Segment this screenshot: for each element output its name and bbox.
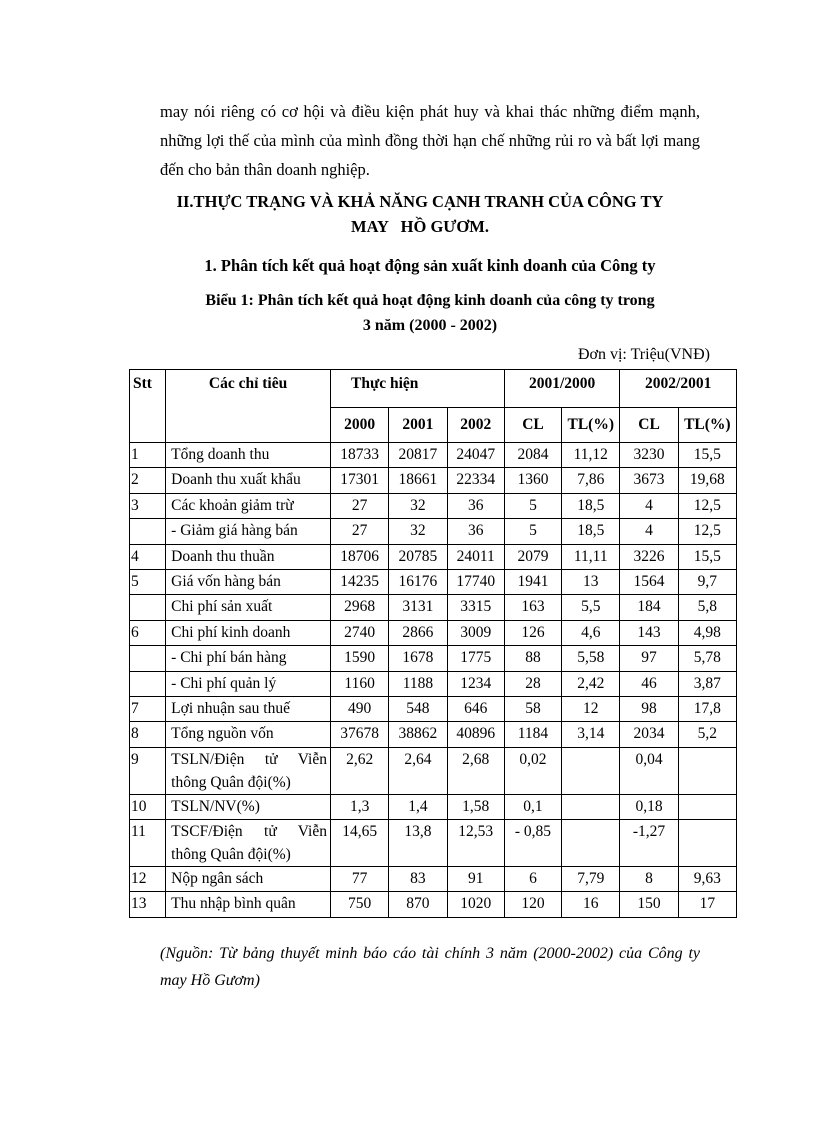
- row-value-tl2: 9,63: [678, 867, 736, 892]
- row-value-cl1: 0,1: [504, 794, 561, 819]
- row-value-tl1: 5,58: [562, 646, 620, 671]
- row-indicator: - Chi phí quản lý: [166, 671, 331, 696]
- row-value-tl1: 18,5: [562, 493, 620, 518]
- row-value-y2000: 14235: [330, 569, 388, 594]
- row-value-cl1: 5: [504, 493, 561, 518]
- header-cmp-2002-2001: 2002/2001: [620, 370, 737, 408]
- row-value-y2000: 17301: [330, 468, 388, 493]
- row-value-y2001: 32: [389, 493, 447, 518]
- row-indicator: Nộp ngân sách: [166, 867, 331, 892]
- row-value-y2002: 1020: [447, 892, 504, 917]
- table-row: [130, 892, 737, 917]
- row-value-y2001: 20817: [389, 443, 447, 468]
- row-value-cl2: 46: [620, 671, 678, 696]
- row-value-tl1: 13: [562, 569, 620, 594]
- row-value-y2000: 2,62: [330, 747, 388, 794]
- results-table: [129, 369, 737, 918]
- row-value-cl2: 98: [620, 696, 678, 721]
- row-indicator: Tổng doanh thu: [166, 443, 331, 468]
- unit-note: Đơn vị: Triệu(VNĐ): [577, 346, 710, 363]
- row-value-cl2: 3673: [620, 468, 678, 493]
- row-indicator: Lợi nhuận sau thuế: [166, 696, 331, 721]
- row-value-tl2: 15,5: [678, 544, 736, 569]
- intro-paragraph: may nói riêng có cơ hội và điều kiện phát huy và khai thác những điểm mạnh, những lợi thế của mình của mình đồng thời hạn chế những rủi ro và bất lợi mang đến cho bản thân doanh nghiệp.: [160, 102, 700, 179]
- row-value-y2001: 2866: [389, 620, 447, 645]
- row-indicator: Các khoản giảm trừ: [166, 493, 331, 518]
- row-value-tl2: 15,5: [678, 443, 736, 468]
- row-stt: [130, 671, 166, 696]
- row-value-cl1: 2079: [504, 544, 561, 569]
- row-value-y2000: 1160: [330, 671, 388, 696]
- row-value-tl1: [562, 794, 620, 819]
- row-indicator: TSLN/NV(%): [166, 794, 331, 819]
- row-indicator: Tổng nguồn vốn: [166, 722, 331, 747]
- subsection-heading: 1. Phân tích kết quả hoạt động sản xuất kinh doanh của Công ty: [204, 256, 656, 275]
- row-value-y2001: 38862: [389, 722, 447, 747]
- row-value-y2000: 77: [330, 867, 388, 892]
- row-stt: 6: [130, 620, 166, 645]
- header-tl-2: TL(%): [678, 408, 736, 443]
- table-row: [130, 468, 737, 493]
- row-value-tl1: 18,5: [562, 519, 620, 544]
- row-value-cl1: 28: [504, 671, 561, 696]
- row-value-cl2: 2034: [620, 722, 678, 747]
- header-year-2002: 2002: [447, 408, 504, 443]
- row-value-y2002: 40896: [447, 722, 504, 747]
- table-row: [130, 722, 737, 747]
- row-indicator: Doanh thu xuất khẩu: [166, 468, 331, 493]
- row-indicator: Doanh thu thuần: [166, 544, 331, 569]
- row-value-tl1: 4,6: [562, 620, 620, 645]
- row-value-tl2: 4,98: [678, 620, 736, 645]
- row-value-y2001: 1,4: [389, 794, 447, 819]
- table-caption-line1: Biểu 1: Phân tích kết quả hoạt động kinh doanh của công ty trong: [205, 292, 655, 309]
- row-value-tl1: 5,5: [562, 595, 620, 620]
- row-value-y2000: 2968: [330, 595, 388, 620]
- table-row: [130, 747, 737, 794]
- row-value-y2002: 17740: [447, 569, 504, 594]
- row-value-y2002: 1775: [447, 646, 504, 671]
- row-stt: 12: [130, 867, 166, 892]
- row-value-cl1: 5: [504, 519, 561, 544]
- row-value-cl1: 6: [504, 867, 561, 892]
- row-value-y2000: 750: [330, 892, 388, 917]
- row-stt: 5: [130, 569, 166, 594]
- row-indicator: - Chi phí bán hàng: [166, 646, 331, 671]
- row-value-y2001: 1188: [389, 671, 447, 696]
- row-value-cl2: 3226: [620, 544, 678, 569]
- row-value-cl2: 143: [620, 620, 678, 645]
- row-value-tl1: 7,79: [562, 867, 620, 892]
- row-indicator: TSCF/Điện tử Viễn thông Quân đội(%): [166, 820, 331, 867]
- row-value-cl1: 88: [504, 646, 561, 671]
- row-value-cl2: 150: [620, 892, 678, 917]
- table-row: [130, 595, 737, 620]
- table-row: [130, 620, 737, 645]
- row-value-tl2: 12,5: [678, 519, 736, 544]
- row-stt: 13: [130, 892, 166, 917]
- table-row: [130, 519, 737, 544]
- row-value-tl1: 3,14: [562, 722, 620, 747]
- row-value-y2002: 24011: [447, 544, 504, 569]
- row-value-tl2: 9,7: [678, 569, 736, 594]
- section-heading-line1: II.THỰC TRẠNG VÀ KHẢ NĂNG CẠNH TRANH CỦA CÔNG TY: [176, 192, 664, 211]
- row-value-y2001: 870: [389, 892, 447, 917]
- row-value-cl1: 120: [504, 892, 561, 917]
- row-value-y2001: 83: [389, 867, 447, 892]
- row-indicator: - Giảm giá hàng bán: [166, 519, 331, 544]
- row-value-y2000: 27: [330, 493, 388, 518]
- row-value-cl1: 1360: [504, 468, 561, 493]
- source-note: (Nguồn: Từ bảng thuyết minh báo cáo tài chính 3 năm (2000-2002) của Công ty may Hồ Gươm): [160, 945, 700, 989]
- row-value-y2000: 490: [330, 696, 388, 721]
- row-value-tl2: 19,68: [678, 468, 736, 493]
- row-value-y2001: 16176: [389, 569, 447, 594]
- header-tl-1: TL(%): [562, 408, 620, 443]
- table-row: [130, 867, 737, 892]
- row-value-cl1: 1184: [504, 722, 561, 747]
- row-stt: 9: [130, 747, 166, 794]
- row-stt: [130, 519, 166, 544]
- row-value-y2000: 2740: [330, 620, 388, 645]
- row-value-y2002: 1,58: [447, 794, 504, 819]
- row-value-y2002: 36: [447, 493, 504, 518]
- row-value-cl2: 4: [620, 493, 678, 518]
- row-value-cl1: 58: [504, 696, 561, 721]
- row-value-cl1: 126: [504, 620, 561, 645]
- row-value-cl2: 3230: [620, 443, 678, 468]
- row-value-y2000: 14,65: [330, 820, 388, 867]
- row-stt: 11: [130, 820, 166, 867]
- row-value-tl2: [678, 820, 736, 867]
- row-stt: 3: [130, 493, 166, 518]
- table-row: [130, 569, 737, 594]
- row-value-y2002: 646: [447, 696, 504, 721]
- row-value-cl1: 1941: [504, 569, 561, 594]
- row-value-tl2: 3,87: [678, 671, 736, 696]
- table-caption: [120, 288, 740, 338]
- row-value-cl2: 8: [620, 867, 678, 892]
- row-value-cl1: - 0,85: [504, 820, 561, 867]
- row-value-tl1: 11,12: [562, 443, 620, 468]
- row-value-y2002: 1234: [447, 671, 504, 696]
- row-value-y2002: 12,53: [447, 820, 504, 867]
- row-value-y2001: 18661: [389, 468, 447, 493]
- row-indicator: Chi phí sản xuất: [166, 595, 331, 620]
- row-value-y2000: 1,3: [330, 794, 388, 819]
- row-value-y2002: 22334: [447, 468, 504, 493]
- header-cmp-2001-2000: 2001/2000: [504, 370, 620, 408]
- row-stt: 2: [130, 468, 166, 493]
- row-indicator: Giá vốn hàng bán: [166, 569, 331, 594]
- row-value-cl2: 184: [620, 595, 678, 620]
- row-value-y2001: 3131: [389, 595, 447, 620]
- row-value-y2000: 18733: [330, 443, 388, 468]
- row-value-y2001: 1678: [389, 646, 447, 671]
- header-indicator: Các chỉ tiêu: [166, 370, 331, 443]
- row-value-cl2: -1,27: [620, 820, 678, 867]
- row-value-y2000: 27: [330, 519, 388, 544]
- row-value-y2002: 36: [447, 519, 504, 544]
- header-cl-1: CL: [504, 408, 561, 443]
- header-cl-2: CL: [620, 408, 678, 443]
- row-value-y2001: 20785: [389, 544, 447, 569]
- row-stt: 8: [130, 722, 166, 747]
- table-row: [130, 794, 737, 819]
- table-row: [130, 696, 737, 721]
- section-heading: [120, 189, 720, 239]
- header-year-2000: 2000: [330, 408, 388, 443]
- row-value-y2000: 1590: [330, 646, 388, 671]
- header-actual: Thực hiện: [330, 370, 504, 408]
- header-stt: Stt: [130, 370, 166, 443]
- row-value-tl1: 12: [562, 696, 620, 721]
- row-value-y2001: 2,64: [389, 747, 447, 794]
- row-value-cl2: 97: [620, 646, 678, 671]
- row-value-y2000: 18706: [330, 544, 388, 569]
- row-value-y2001: 13,8: [389, 820, 447, 867]
- row-stt: 1: [130, 443, 166, 468]
- row-stt: [130, 595, 166, 620]
- row-value-cl2: 4: [620, 519, 678, 544]
- row-value-cl2: 0,18: [620, 794, 678, 819]
- row-value-y2002: 24047: [447, 443, 504, 468]
- row-value-tl2: 5,2: [678, 722, 736, 747]
- row-value-tl2: 5,78: [678, 646, 736, 671]
- row-stt: 10: [130, 794, 166, 819]
- row-value-tl2: 17: [678, 892, 736, 917]
- table-row: [130, 493, 737, 518]
- table-row: [130, 544, 737, 569]
- row-value-tl2: [678, 794, 736, 819]
- row-indicator: Chi phí kinh doanh: [166, 620, 331, 645]
- row-value-y2001: 548: [389, 696, 447, 721]
- table-row: [130, 443, 737, 468]
- table-body: [130, 443, 737, 918]
- row-value-cl1: 0,02: [504, 747, 561, 794]
- row-value-tl2: 17,8: [678, 696, 736, 721]
- row-stt: [130, 646, 166, 671]
- row-value-cl1: 2084: [504, 443, 561, 468]
- row-value-y2002: 91: [447, 867, 504, 892]
- row-value-y2001: 32: [389, 519, 447, 544]
- table-caption-line2: 3 năm (2000 - 2002): [362, 317, 498, 334]
- row-stt: 7: [130, 696, 166, 721]
- row-value-tl2: [678, 747, 736, 794]
- row-value-y2000: 37678: [330, 722, 388, 747]
- row-value-tl2: 12,5: [678, 493, 736, 518]
- row-value-tl1: [562, 820, 620, 867]
- row-value-cl2: 0,04: [620, 747, 678, 794]
- row-value-tl1: 16: [562, 892, 620, 917]
- header-year-2001: 2001: [389, 408, 447, 443]
- row-value-y2002: 3315: [447, 595, 504, 620]
- row-value-tl1: [562, 747, 620, 794]
- table-row: [130, 671, 737, 696]
- row-value-cl1: 163: [504, 595, 561, 620]
- row-value-y2002: 3009: [447, 620, 504, 645]
- row-value-tl1: 11,11: [562, 544, 620, 569]
- section-heading-line2: MAY HỒ GƯƠM.: [351, 217, 489, 236]
- row-value-tl2: 5,8: [678, 595, 736, 620]
- row-value-tl1: 7,86: [562, 468, 620, 493]
- row-stt: 4: [130, 544, 166, 569]
- row-value-y2002: 2,68: [447, 747, 504, 794]
- row-indicator: Thu nhập bình quân: [166, 892, 331, 917]
- table-row: [130, 646, 737, 671]
- row-value-cl2: 1564: [620, 569, 678, 594]
- row-indicator: TSLN/Điện tử Viễn thông Quân đội(%): [166, 747, 331, 794]
- row-value-tl1: 2,42: [562, 671, 620, 696]
- table-row: [130, 820, 737, 867]
